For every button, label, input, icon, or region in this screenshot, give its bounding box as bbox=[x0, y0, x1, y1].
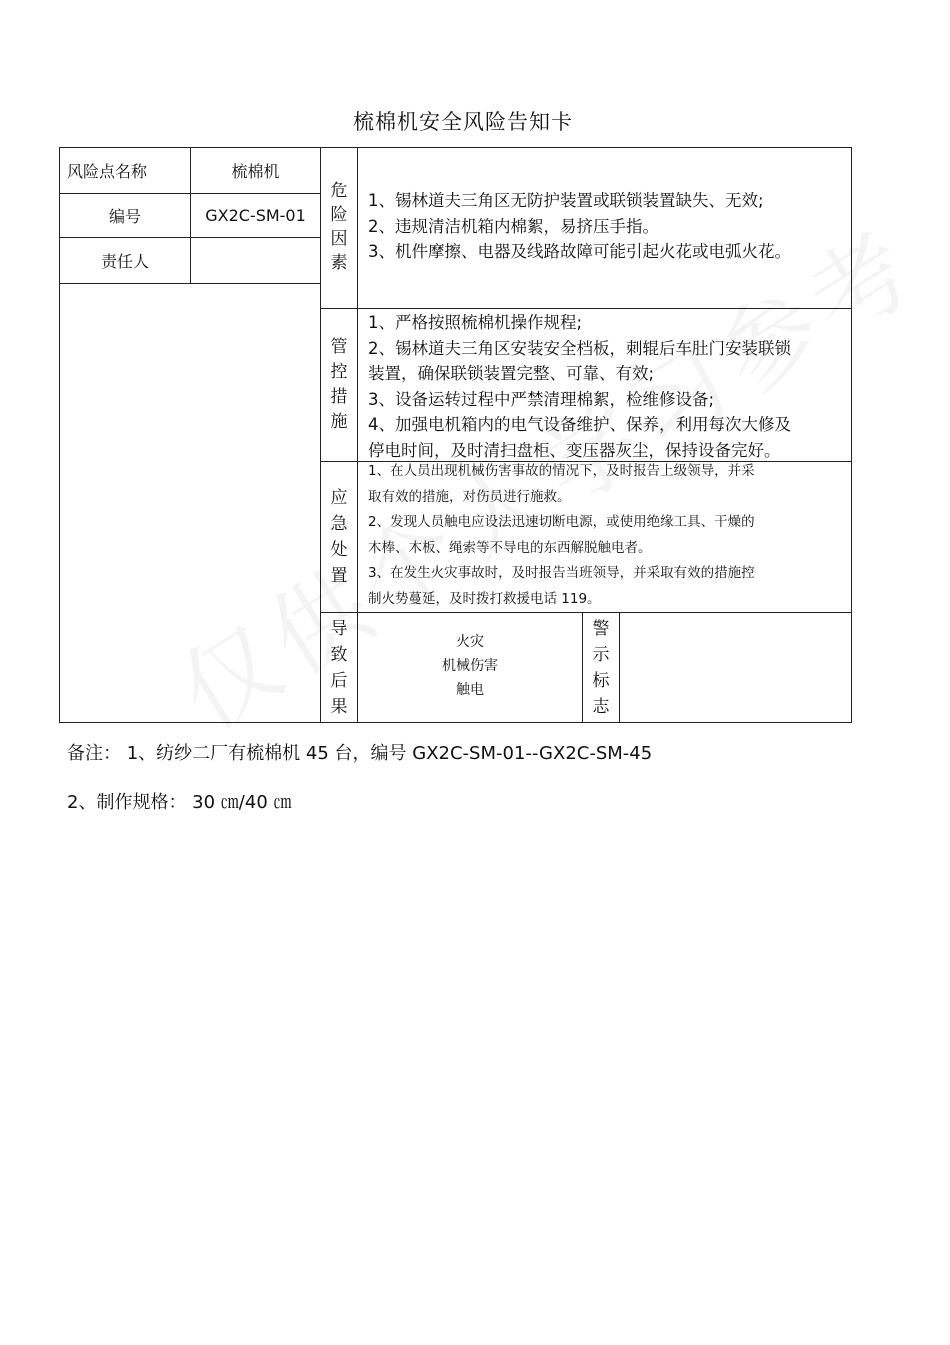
list-item: 3、机件摩擦、电器及线路故障可能引起火花或电弧火花。 bbox=[368, 242, 791, 261]
emergency-response-label: 应 急 处 置 bbox=[330, 488, 348, 586]
risk-point-name-value: 梳棉机 bbox=[231, 162, 280, 181]
consequences-label: 导 致 后 果 bbox=[330, 618, 348, 717]
text-line: 2、锡林道夫三角区安装安全档板，刺辊后车肚门安装联锁 bbox=[368, 338, 791, 358]
note-line-2: 2、制作规格： 30 ㎝/40 ㎝ bbox=[67, 792, 292, 813]
control-measures-label: 管 控 措 施 bbox=[330, 337, 348, 432]
text-line: 停电时间，及时清扫盘柜、变压器灰尘，保持设备完好。 bbox=[368, 440, 781, 460]
serial-number-value: GX2C-SM-01 bbox=[205, 206, 306, 225]
text-line: 制火势蔓延，及时拨打救援电话 119。 bbox=[368, 590, 601, 607]
responsible-person-label: 责任人 bbox=[100, 252, 149, 271]
text-line: 3、设备运转过程中严禁清理棉絮，检维修设备; bbox=[368, 389, 715, 409]
danger-factors-label: 危 险 因 素 bbox=[330, 181, 348, 273]
text-line: 3、在发生火灾事故时，及时报告当班领导，并采取有效的措施控 bbox=[368, 565, 755, 581]
risk-point-name-label: 风险点名称 bbox=[67, 162, 148, 181]
serial-number-label: 编号 bbox=[108, 207, 141, 226]
note-line-1: 备注： 1、纺纱二厂有梳棉机 45 台，编号 GX2C-SM-01--GX2C-SM-45 bbox=[67, 743, 653, 764]
warning-signs-area bbox=[620, 613, 851, 722]
danger-factors-list bbox=[368, 188, 791, 265]
text-line: 1、严格按照梳棉机操作规程; bbox=[368, 313, 583, 332]
page-title: 梳棉机安全风险告知卡 bbox=[353, 110, 573, 134]
text-line: 取有效的措施，对伤员进行施救。 bbox=[368, 488, 571, 505]
list-item: 机械伤害 bbox=[442, 658, 498, 674]
text-line: 木棒、木板、绳索等不导电的东西解脱触电者。 bbox=[368, 539, 652, 556]
list-item: 1、锡林道夫三角区无防护装置或联锁装置缺失、无效; bbox=[368, 191, 764, 210]
text-line: 4、加强电机箱内的电气设备维护、保养，利用每次大修及 bbox=[368, 415, 791, 434]
list-item: 2、违规清洁机箱内棉絮，易挤压手指。 bbox=[368, 216, 659, 236]
list-item: 火灾 bbox=[456, 634, 484, 650]
list-item: 触电 bbox=[456, 682, 484, 698]
text-line: 装置，确保联锁装置完整、可靠、有效; bbox=[368, 364, 655, 383]
responsible-person-value bbox=[191, 238, 320, 283]
warning-signs-label: 警 示 标 志 bbox=[592, 618, 610, 717]
text-line: 2、发现人员触电应设法迅速切断电源，或使用绝缘工具、干燥的 bbox=[368, 514, 755, 530]
text-line: 1、在人员出现机械伤害事故的情况下，及时报告上级领导，并采 bbox=[368, 463, 755, 479]
